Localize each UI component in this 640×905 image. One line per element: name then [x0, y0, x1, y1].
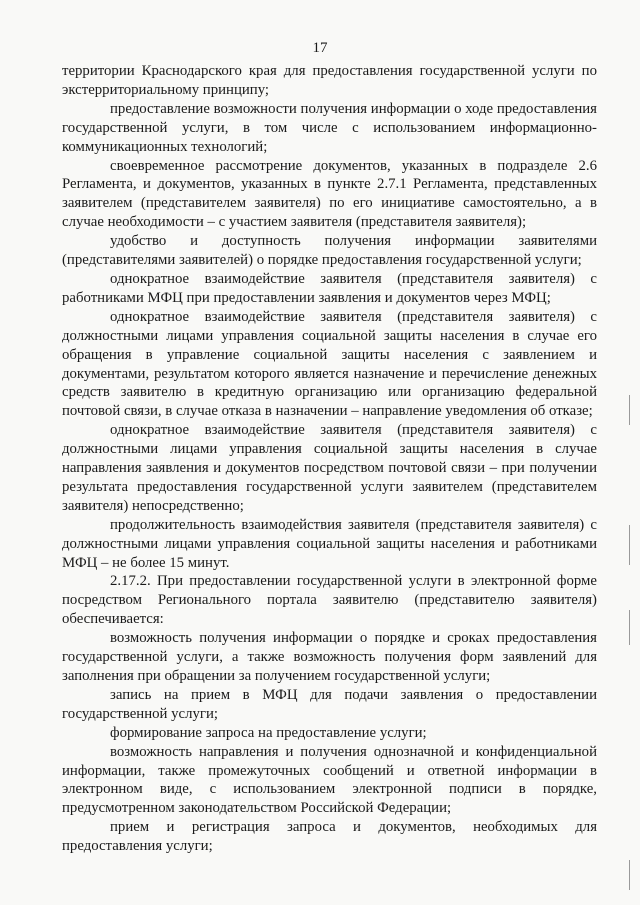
paragraph: однократное взаимодействие заявителя (представителя заявителя) с должностными лицами управления социальной защиты населения в случае направления заявления и документов посредством почтовой связи – при получении результата предоставления государственной услуги заявителем (представителем заявителя) непосредственно; — [62, 422, 597, 514]
paragraph: запись на прием в МФЦ для подачи заявления о предоставлении государственной услуги; — [62, 686, 597, 722]
paragraph: прием и регистрация запроса и документов, необходимых для предоставления услуги; — [62, 819, 597, 855]
paragraph: продолжительность взаимодействия заявителя (представителя заявителя) с должностными лицами управления социальной защиты населения и работниками МФЦ – не более 15 минут. — [62, 516, 597, 571]
paragraph: предоставление возможности получения информации о ходе предоставления государственной услуги, в том числе с использованием информационно-коммуникационных технологий; — [62, 100, 597, 155]
scan-edge-mark — [629, 395, 630, 425]
paragraph: возможность направления и получения однозначной и конфиденциальной информации, также промежуточных сообщений и ответной информации в электронном виде, с использованием электронной подписи в порядке, предусмотренном законодательством Российской Федерации; — [62, 743, 597, 817]
paragraph: однократное взаимодействие заявителя (представителя заявителя) с должностными лицами управления социальной защиты населения в случае его обращения в управление социальной защиты населения с заявлением и документами, результатом которого является назначение и перечисление денежных средств заявителю в кредитную организацию или организацию федеральной почтовой связи, в случае отказа в назначении – направление уведомления об отказе; — [62, 308, 597, 420]
scan-edge-mark — [629, 860, 630, 890]
paragraph: территории Краснодарского края для предоставления государственной услуги по экстерриториальному принципу; — [62, 63, 597, 98]
document-body — [62, 62, 597, 856]
paragraph: возможность получения информации о порядке и сроках предоставления государственной услуги, а также возможность получения форм заявлений для заполнения при обращении за получением государственной услуги; — [62, 630, 597, 684]
paragraph: удобство и доступность получения информации заявителями (представителями заявителей) о порядке предоставления государственной услуги; — [62, 233, 597, 269]
paragraph: своевременное рассмотрение документов, указанных в подразделе 2.6 Регламента, и документов, указанных в пункте 2.7.1 Регламента, представленных заявителем (представителем заявителя) по его инициативе самостоятельно, а в случае необходимости – с участием заявителя (представителя заявителя); — [62, 157, 597, 231]
scan-edge-mark — [629, 610, 630, 645]
paragraph: 2.17.2. При предоставлении государственной услуги в электронной форме посредством Регионального портала заявителю (представителю заявителя) обеспечивается: — [62, 573, 597, 628]
scan-edge-mark — [629, 525, 630, 565]
paragraph: однократное взаимодействие заявителя (представителя заявителя) с работниками МФЦ при предоставлении заявления и документов через МФЦ; — [62, 270, 597, 306]
paragraph: формирование запроса на предоставление услуги; — [110, 724, 427, 741]
page-number: 17 — [312, 40, 328, 56]
